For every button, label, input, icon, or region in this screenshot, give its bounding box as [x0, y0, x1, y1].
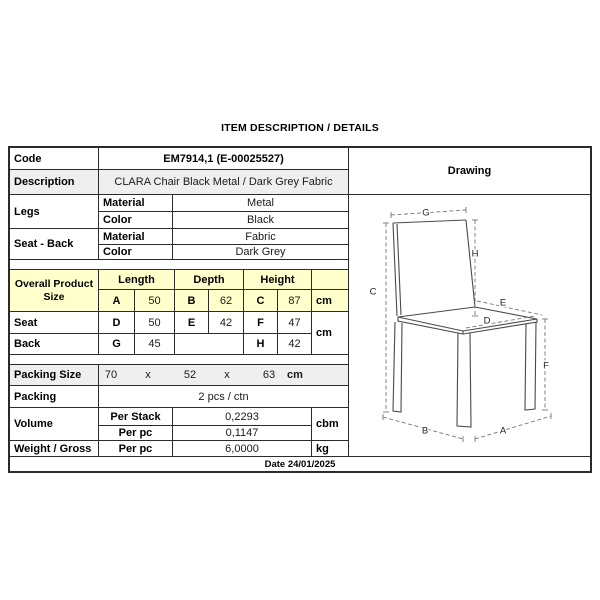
- legs-material-label: Material: [99, 195, 173, 212]
- dim-e-value: 42: [209, 312, 244, 334]
- weight-per-pc-label: Per pc: [99, 441, 173, 456]
- materials-section: [10, 195, 348, 260]
- weight-unit: kg: [316, 442, 329, 455]
- legs-color-label: Color: [99, 212, 173, 229]
- packing-size-v1: 70: [104, 369, 118, 381]
- overall-size-label: Overall Product Size: [10, 270, 99, 311]
- packing-size-unit: cm: [287, 369, 303, 381]
- length-header: Length: [99, 270, 175, 290]
- seat-size-label: Seat: [10, 312, 99, 334]
- dim-b-key: B: [175, 290, 209, 311]
- description-label: Description: [10, 170, 99, 194]
- dim-label-h: H: [471, 248, 479, 260]
- weight-label: Weight / Gross: [10, 441, 99, 456]
- dim-a-value: 50: [135, 290, 175, 311]
- packing-size-x1: x: [145, 369, 151, 381]
- seat-back-color-value: Dark Grey: [235, 246, 286, 258]
- volume-per-pc-value: 0,1147: [173, 426, 312, 440]
- packing-size-v2: 52: [183, 369, 197, 381]
- back-depth-empty: [175, 334, 244, 354]
- dim-b-value: 62: [209, 290, 244, 311]
- volume-per-stack-value: 0,2293: [173, 408, 312, 426]
- date-row: Date 24/01/2025: [10, 456, 590, 471]
- packing-size-values: [99, 365, 348, 385]
- back-size-label: Back: [10, 334, 99, 354]
- seat-back-color-label: Color: [99, 245, 173, 259]
- code-label: Code: [10, 148, 99, 169]
- depth-header: Depth: [175, 270, 244, 290]
- dim-label-d: D: [483, 315, 491, 327]
- seat-back-material-value: Fabric: [173, 229, 348, 245]
- code-value: EM7914,1 (E-00025527): [163, 152, 284, 165]
- packing-value: 2 pcs / ctn: [198, 390, 249, 403]
- dim-a-key: A: [99, 290, 135, 311]
- dim-f-key: F: [244, 312, 278, 334]
- chair-drawing: [349, 195, 590, 456]
- description-value: CLARA Chair Black Metal / Dark Grey Fabric: [114, 176, 333, 188]
- dim-h-key: H: [244, 334, 278, 354]
- volume-per-pc-label: Per pc: [99, 426, 173, 440]
- legs-material-value: Metal: [173, 195, 348, 212]
- volume-label: Volume: [10, 408, 99, 440]
- packing-size-v3: 63: [262, 369, 276, 381]
- weight-row: [10, 441, 348, 456]
- height-header: Height: [244, 270, 312, 290]
- seat-back-unit: cm: [316, 327, 332, 339]
- packing-label: Packing: [10, 386, 99, 407]
- dim-g-key: G: [99, 334, 135, 354]
- weight-value: 6,0000: [173, 441, 312, 456]
- spec-table: [8, 146, 592, 473]
- volume-unit: cbm: [316, 418, 339, 430]
- dim-g-value: 45: [135, 334, 175, 354]
- packing-size-row: [10, 365, 348, 386]
- spacer-row: [10, 260, 348, 270]
- table-main: [10, 148, 590, 456]
- overall-unit: cm: [316, 294, 332, 307]
- dim-c-value: 87: [278, 290, 312, 311]
- volume-section: [10, 408, 348, 441]
- page-title: ITEM DESCRIPTION / DETAILS: [221, 122, 379, 134]
- seat-back-material-label: Material: [99, 229, 173, 245]
- dim-label-f: F: [543, 360, 549, 372]
- packing-size-label: Packing Size: [10, 365, 99, 385]
- seat-back-label: Seat - Back: [10, 229, 99, 259]
- chair-drawing-svg: [349, 195, 590, 456]
- dim-h-value: 42: [278, 334, 312, 354]
- drawing-column: [349, 148, 590, 456]
- description-row: [10, 170, 348, 195]
- drawing-header: Drawing: [349, 148, 590, 195]
- dim-label-c: C: [369, 286, 377, 298]
- dim-label-e: E: [499, 297, 507, 309]
- volume-per-stack-label: Per Stack: [99, 408, 173, 426]
- dim-label-a: A: [499, 425, 507, 437]
- dim-e-key: E: [175, 312, 209, 334]
- dim-d-key: D: [99, 312, 135, 334]
- overall-size-section: [10, 270, 348, 312]
- spec-columns: [10, 148, 349, 456]
- dim-f-value: 47: [278, 312, 312, 334]
- dim-d-value: 50: [135, 312, 175, 334]
- dim-c-key: C: [244, 290, 278, 311]
- seat-back-size-section: [10, 312, 348, 355]
- packing-size-x2: x: [224, 369, 230, 381]
- legs-label: Legs: [10, 195, 99, 229]
- dim-label-g: G: [422, 207, 430, 219]
- spacer-row: [10, 355, 348, 365]
- code-row: [10, 148, 348, 170]
- packing-row: [10, 386, 348, 408]
- dim-label-b: B: [421, 425, 429, 437]
- legs-color-value: Black: [173, 212, 348, 229]
- unit-header-empty: [312, 270, 348, 290]
